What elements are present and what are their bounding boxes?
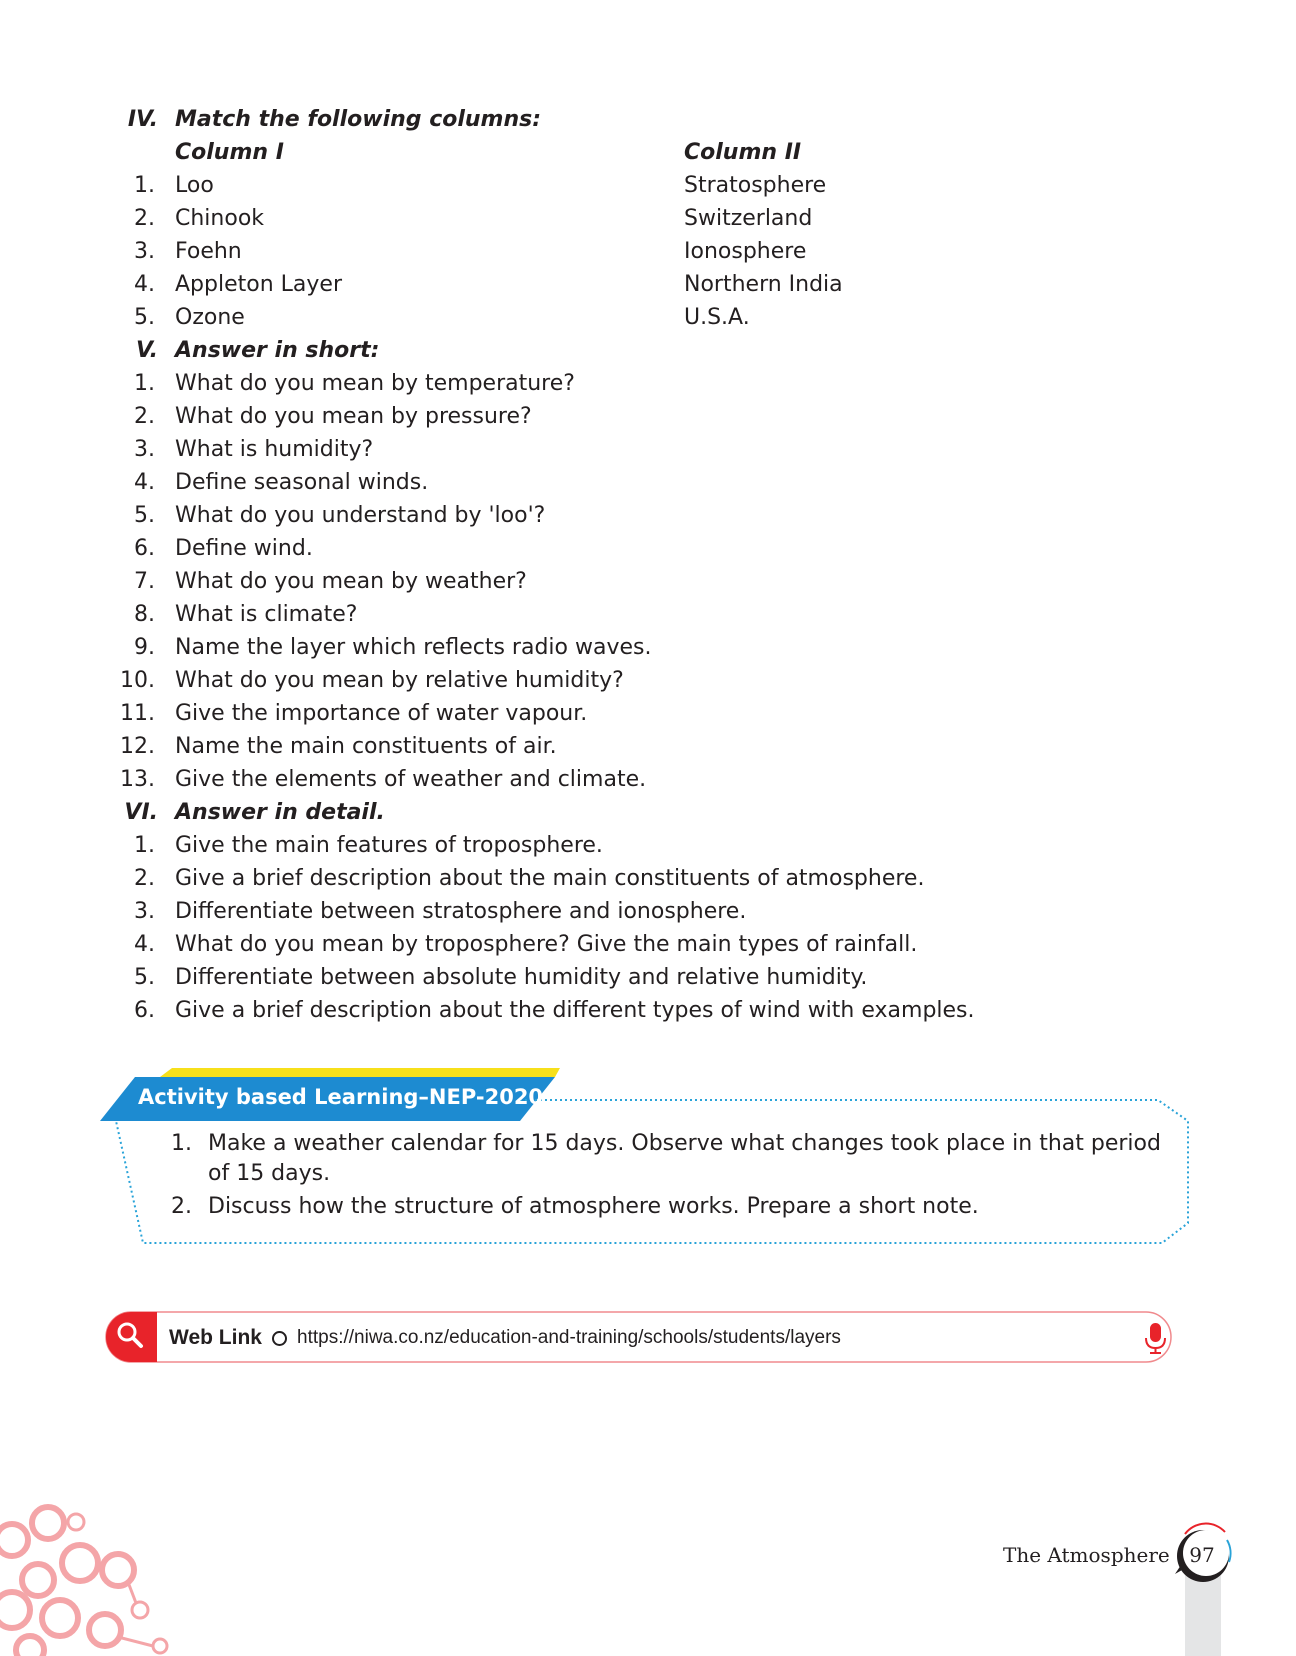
match-column-ii-text: Stratosphere — [684, 173, 827, 198]
section-vi-numeral: VI. — [124, 800, 158, 825]
section-iv-numeral: IV. — [127, 107, 158, 132]
item-number: 1. — [134, 173, 155, 198]
item-text: Appleton Layer — [175, 272, 342, 297]
item-text: Differentiate between absolute humidity and relative humidity. — [175, 965, 868, 990]
web-link-url[interactable]: https://niwa.co.nz/education-and-training/schools/students/layers — [297, 1327, 841, 1348]
match-column-ii-text: Ionosphere — [684, 239, 807, 264]
short-question — [0, 631, 1296, 664]
item-number: 5. — [134, 305, 155, 330]
short-question — [0, 697, 1296, 730]
match-row — [0, 169, 1296, 202]
detail-answer-list — [0, 829, 1296, 1027]
short-question — [0, 400, 1296, 433]
activity-box — [100, 1063, 1200, 1263]
section-v-numeral: V. — [136, 338, 158, 363]
detail-question — [0, 829, 1296, 862]
item-text: Give the importance of water vapour. — [175, 701, 588, 726]
item-number: 11. — [120, 701, 155, 726]
item-number: 1. — [134, 371, 155, 396]
item-number: 5. — [134, 965, 155, 990]
item-text: Give the elements of weather and climate. — [175, 767, 647, 792]
activity-yellow-strip — [160, 1068, 560, 1077]
item-number: 9. — [134, 635, 155, 660]
item-text: Give a brief description about the main constituents of atmosphere. — [175, 866, 925, 891]
short-question — [0, 532, 1296, 565]
section-vi-title: Answer in detail. — [175, 800, 385, 825]
item-text: What do you mean by temperature? — [175, 371, 575, 396]
item-number: 6. — [134, 536, 155, 561]
activity-item-number: 1. — [171, 1131, 192, 1156]
short-question — [0, 730, 1296, 763]
item-text: Foehn — [175, 239, 242, 264]
match-column-ii-text: Northern India — [684, 272, 843, 297]
section-iv-heading — [0, 103, 1296, 136]
item-text: Name the main constituents of air. — [175, 734, 557, 759]
item-text: What do you mean by troposphere? Give the main types of rainfall. — [175, 932, 918, 957]
item-number: 2. — [134, 866, 155, 891]
item-text: Define seasonal winds. — [175, 470, 429, 495]
short-question — [0, 466, 1296, 499]
item-text: Ozone — [175, 305, 245, 330]
item-number: 2. — [134, 404, 155, 429]
item-text: What do you mean by pressure? — [175, 404, 532, 429]
item-number: 5. — [134, 503, 155, 528]
column-i-header: Column I — [175, 140, 284, 165]
item-number: 10. — [120, 668, 155, 693]
item-number: 3. — [134, 899, 155, 924]
page-number-badge — [1175, 1518, 1235, 1656]
web-link-bullet-icon — [272, 1331, 287, 1346]
short-question — [0, 499, 1296, 532]
match-row — [0, 202, 1296, 235]
item-number: 7. — [134, 569, 155, 594]
detail-question — [0, 961, 1296, 994]
item-number: 1. — [134, 833, 155, 858]
short-question — [0, 433, 1296, 466]
item-text: What do you understand by 'loo'? — [175, 503, 546, 528]
web-link-label: Web Link — [169, 1326, 262, 1349]
item-text: Define wind. — [175, 536, 313, 561]
activity-item-number: 2. — [171, 1194, 192, 1219]
activity-item — [160, 1192, 1170, 1222]
item-number: 12. — [120, 734, 155, 759]
chapter-title: The Atmosphere — [1003, 1543, 1170, 1567]
match-column-ii-text: Switzerland — [684, 206, 813, 231]
activity-list — [160, 1129, 1170, 1225]
activity-title: Activity based Learning–NEP-2020 — [138, 1085, 544, 1109]
item-text: What do you mean by weather? — [175, 569, 527, 594]
item-number: 3. — [134, 239, 155, 264]
item-number: 4. — [134, 470, 155, 495]
item-number: 6. — [134, 998, 155, 1023]
page-number: 97 — [1189, 1543, 1215, 1567]
section-vi-heading — [0, 796, 1296, 829]
short-question — [0, 763, 1296, 796]
item-text: Give the main features of troposphere. — [175, 833, 603, 858]
item-text: What is humidity? — [175, 437, 374, 462]
item-number: 8. — [134, 602, 155, 627]
detail-question — [0, 994, 1296, 1027]
item-text: Name the layer which reflects radio waves. — [175, 635, 652, 660]
detail-question — [0, 895, 1296, 928]
section-iv-title: Match the following columns: — [175, 107, 542, 132]
item-number: 2. — [134, 206, 155, 231]
item-text: Give a brief description about the different types of wind with examples. — [175, 998, 975, 1023]
questions-area — [0, 103, 1296, 1027]
section-v-heading — [0, 334, 1296, 367]
item-text: Differentiate between stratosphere and ionosphere. — [175, 899, 747, 924]
web-link-bar[interactable] — [105, 1311, 1175, 1365]
activity-item-text: Make a weather calendar for 15 days. Observe what changes took place in that period of 15 days. — [208, 1131, 1161, 1186]
item-number: 3. — [134, 437, 155, 462]
match-column-ii-text: U.S.A. — [684, 305, 750, 330]
item-number: 4. — [134, 272, 155, 297]
match-row — [0, 235, 1296, 268]
item-text: Loo — [175, 173, 214, 198]
match-rows — [0, 169, 1296, 334]
detail-question — [0, 862, 1296, 895]
item-text: What is climate? — [175, 602, 358, 627]
match-column-headers — [0, 136, 1296, 169]
decorative-circles — [0, 1500, 200, 1656]
short-answer-list — [0, 367, 1296, 796]
detail-question — [0, 928, 1296, 961]
match-row — [0, 301, 1296, 334]
item-text: Chinook — [175, 206, 265, 231]
item-text: What do you mean by relative humidity? — [175, 668, 624, 693]
activity-item-text: Discuss how the structure of atmosphere works. Prepare a short note. — [208, 1194, 979, 1219]
short-question — [0, 664, 1296, 697]
item-number: 4. — [134, 932, 155, 957]
section-v-title: Answer in short: — [175, 338, 380, 363]
short-question — [0, 598, 1296, 631]
short-question — [0, 367, 1296, 400]
item-number: 13. — [120, 767, 155, 792]
short-question — [0, 565, 1296, 598]
activity-item — [160, 1129, 1170, 1189]
match-row — [0, 268, 1296, 301]
column-ii-header: Column II — [684, 140, 802, 165]
